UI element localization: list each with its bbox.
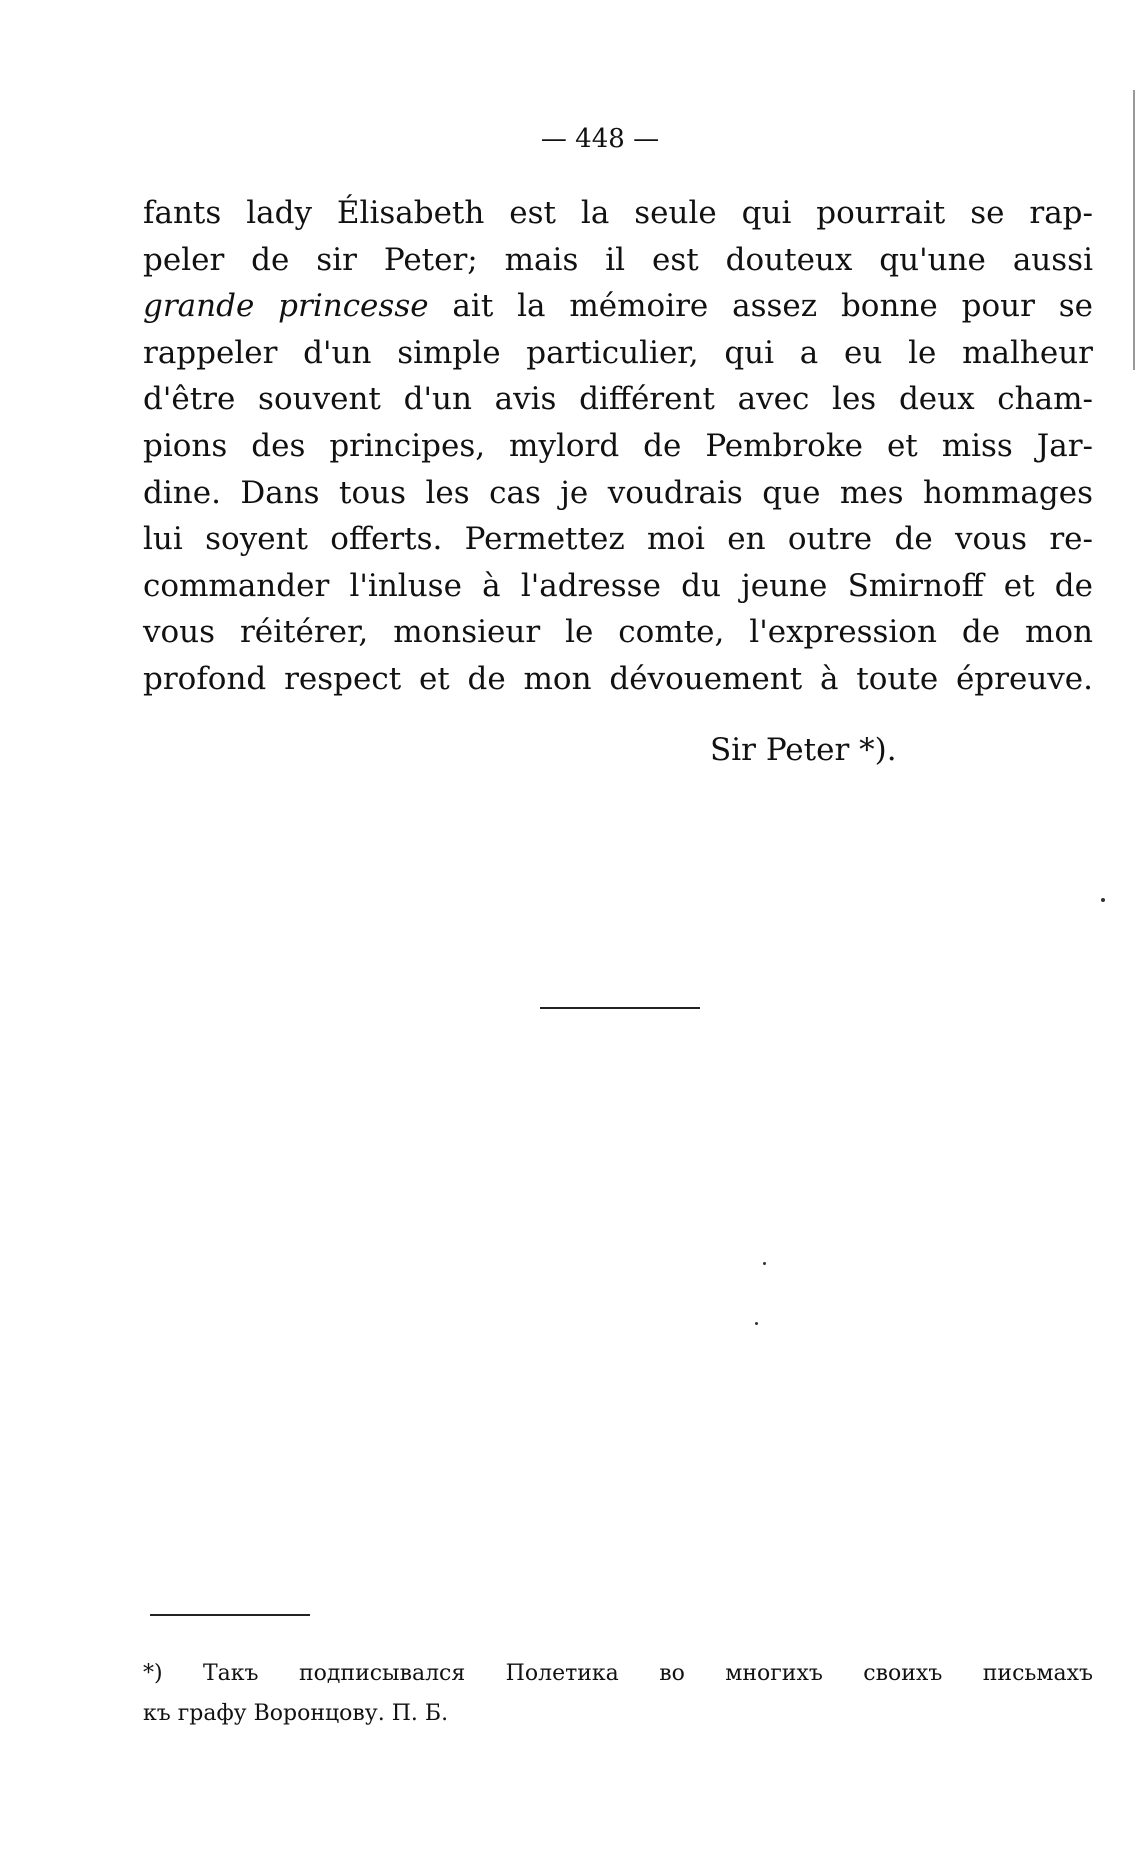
signature: Sir Peter *).	[710, 732, 897, 768]
text-line: rappeler d'un simple particulier, qui a eu le malheur	[143, 334, 1093, 371]
text-line: vous réitérer, monsieur le comte, l'expression de mon	[143, 614, 1093, 651]
text-line: fants lady Élisabeth est la seule qui pourrait se rap-	[143, 195, 1093, 231]
print-speck	[1101, 898, 1105, 902]
print-speck	[755, 1322, 758, 1325]
footnote-divider	[150, 1614, 310, 1616]
text-line: peler de sir Peter; mais il est douteux qu'une aussi	[143, 241, 1093, 278]
letter-body	[143, 190, 1093, 703]
italic-phrase: grande princesse	[143, 288, 429, 325]
text-line: lui soyent offerts. Permettez moi en outre de vous re-	[143, 521, 1093, 558]
text-line: d'être souvent d'un avis différent avec les deux cham-	[143, 381, 1093, 418]
text-line: dine. Dans tous les cas je voudrais que mes hommages	[143, 474, 1093, 511]
print-speck	[763, 1262, 766, 1265]
text-line: pions des principes, mylord de Pembroke et miss Jar-	[143, 427, 1093, 464]
footnote-line: *) Такъ подписывался Полетика во многихъ своихъ письмахъ	[143, 1661, 1093, 1686]
footnote	[143, 1654, 1093, 1734]
text-line: commander l'inluse à l'adresse du jeune Smirnoff et de	[143, 567, 1093, 604]
section-divider	[540, 1007, 700, 1009]
text-line: profond respect et de mon dévouement à toute épreuve.	[143, 660, 1093, 697]
page-number: — 448 —	[540, 124, 660, 154]
text-line-rest: ait la mémoire assez bonne pour se	[428, 288, 1093, 325]
footnote-line: къ графу Воронцову. П. Б.	[143, 1701, 449, 1726]
text-line	[143, 283, 1093, 330]
